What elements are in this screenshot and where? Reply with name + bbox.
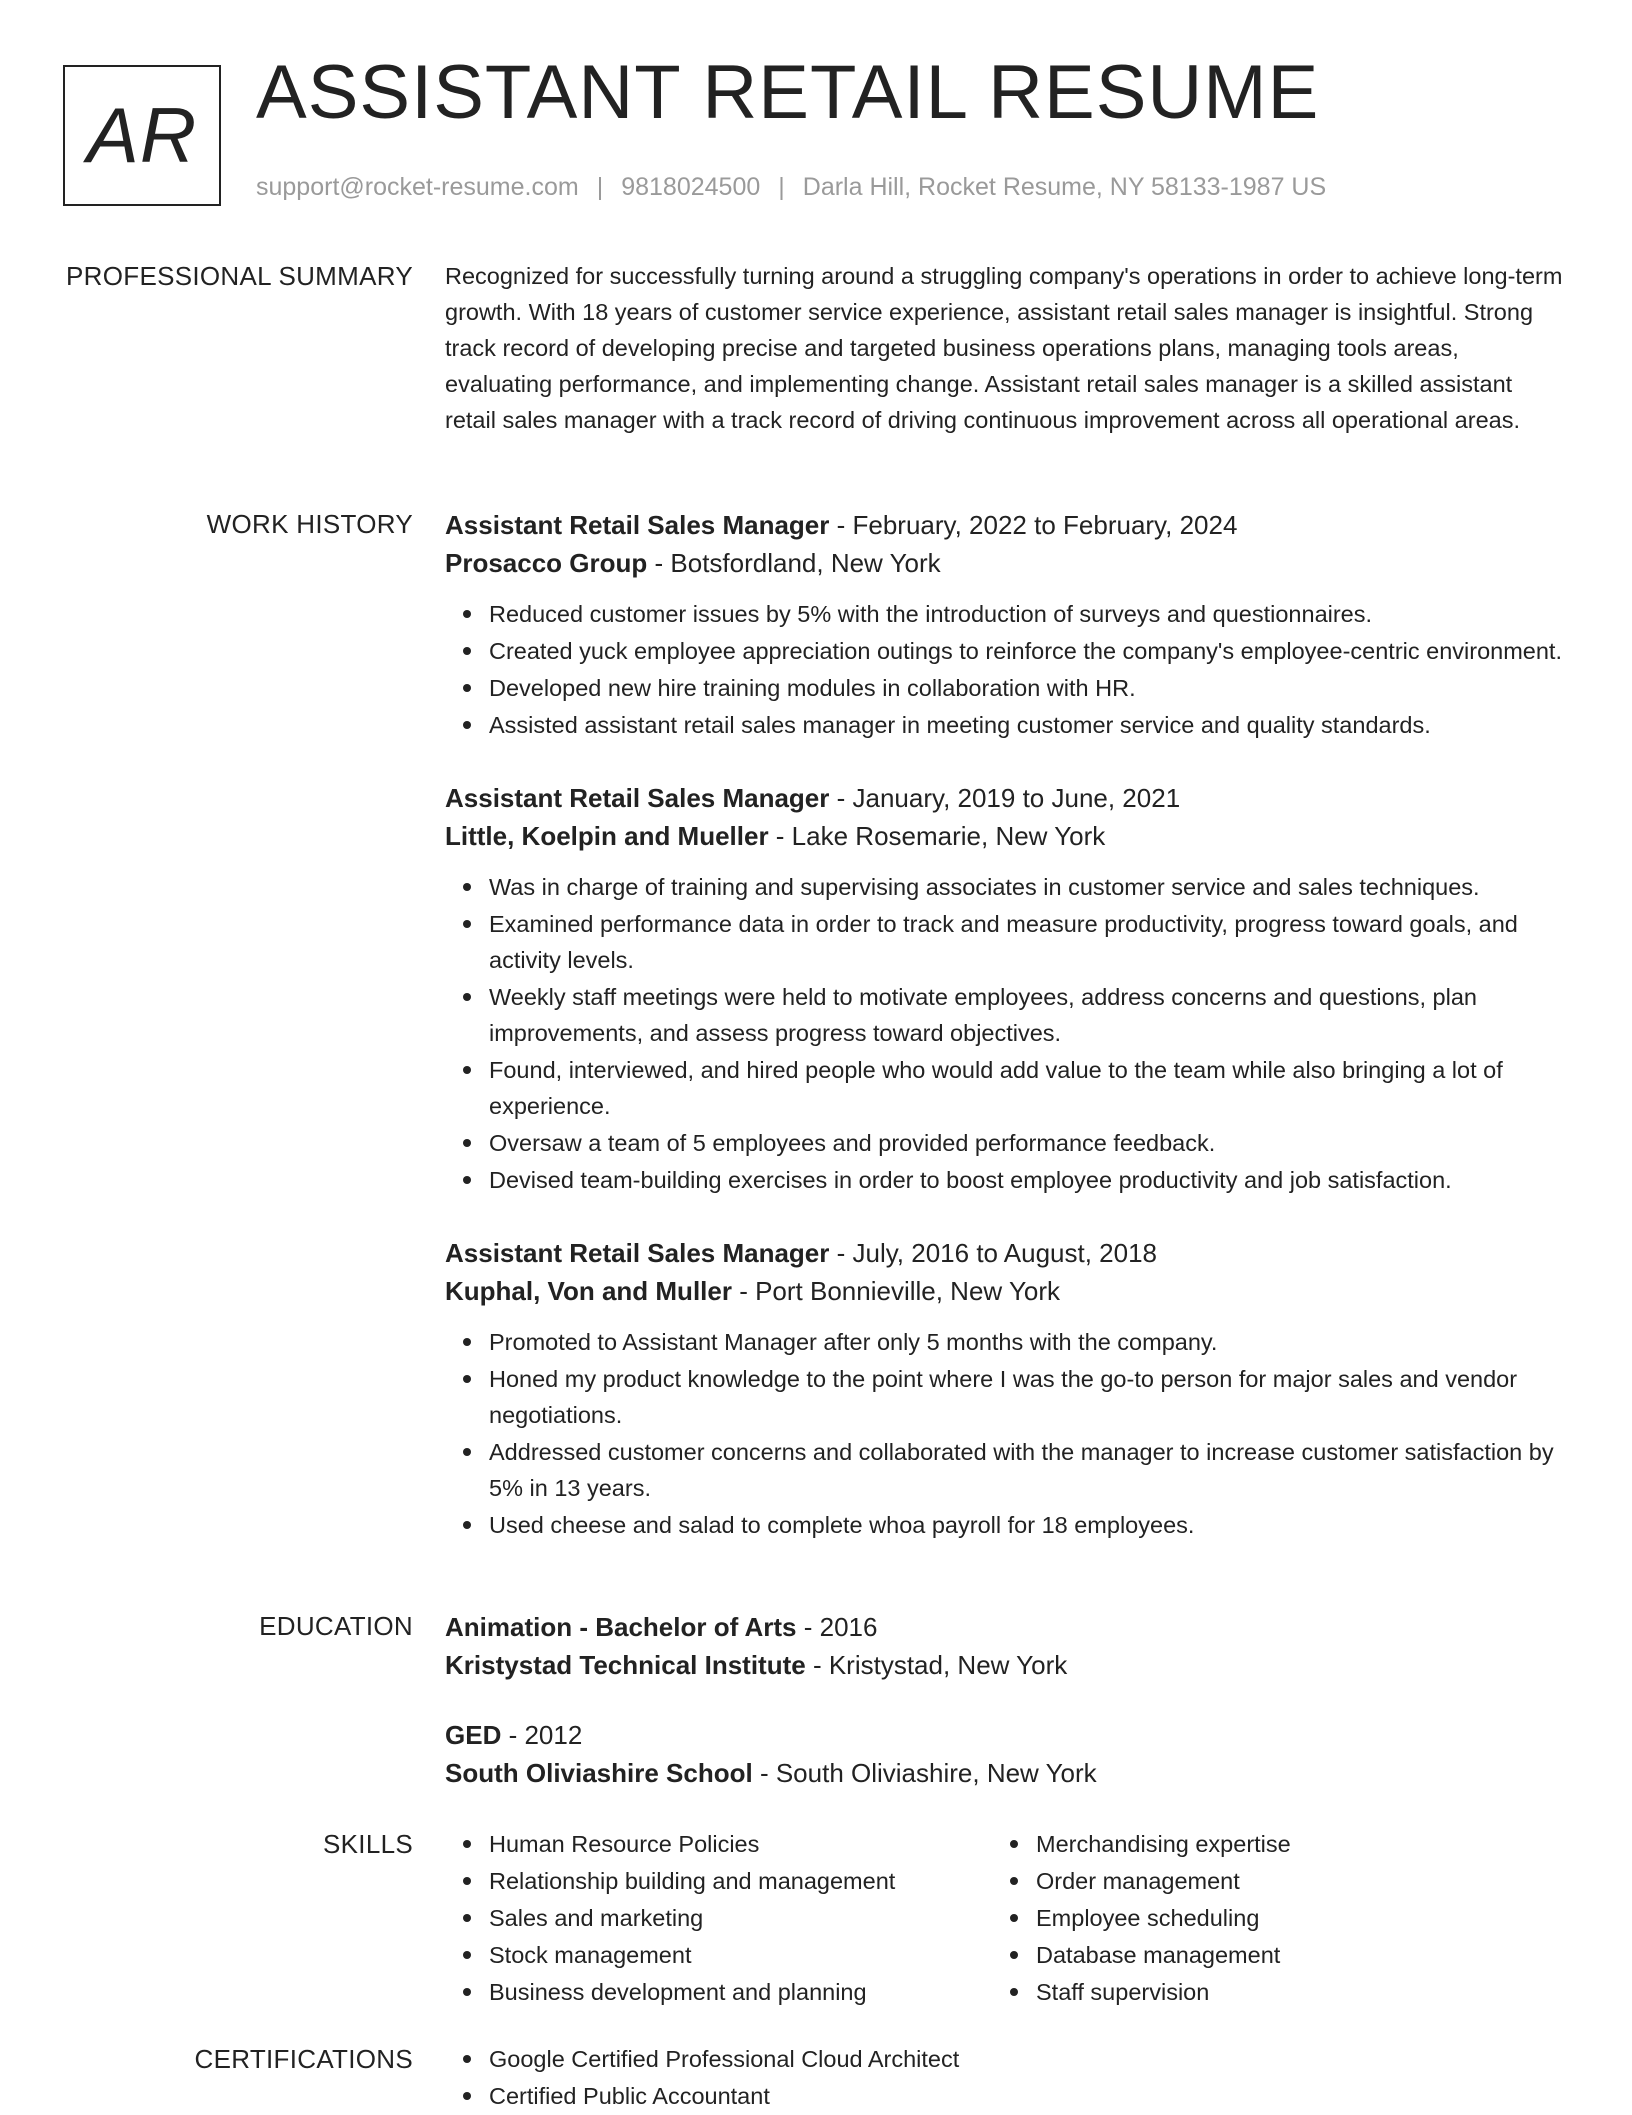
contact-email: support@rocket-resume.com — [256, 173, 579, 201]
job-entry — [445, 1234, 1565, 1543]
skill-item: Database management — [1036, 1937, 1539, 1973]
contact-phone: 9818024500 — [621, 173, 761, 201]
list-item: Used cheese and salad to complete whoa payroll for 18 employees. — [489, 1507, 1565, 1543]
job-company-line — [445, 817, 1565, 855]
skill-item: Stock management — [489, 1937, 992, 1973]
education-body — [445, 1608, 1565, 1824]
skills-grid — [445, 1826, 1565, 2011]
education-heading: EDUCATION — [259, 1611, 413, 1641]
list-item: Weekly staff meetings were held to motivate employees, address concerns and questions, plan improvements, and assess progress toward objectives. — [489, 979, 1565, 1051]
skills-heading: SKILLS — [323, 1829, 413, 1859]
skill-item: Human Resource Policies — [489, 1826, 992, 1862]
skills-list-left — [445, 1826, 992, 2011]
job-title: Assistant Retail Sales Manager — [445, 510, 830, 540]
education-location: - Kristystad, New York — [805, 1650, 1068, 1680]
contact-separator: | — [778, 173, 785, 201]
job-title-line — [445, 506, 1565, 544]
education-degree: Animation - Bachelor of Arts — [445, 1612, 797, 1642]
education-year: - 2012 — [501, 1720, 583, 1750]
job-company: Little, Koelpin and Mueller — [445, 821, 769, 851]
certification-item: Certified Public Accountant — [489, 2078, 1565, 2114]
list-item: Devised team-building exercises in order to boost employee productivity and job satisfaction. — [489, 1162, 1565, 1198]
skill-item: Business development and planning — [489, 1974, 992, 2010]
work-history-body — [445, 506, 1565, 1579]
job-company: Prosacco Group — [445, 548, 648, 578]
list-item: Found, interviewed, and hired people who would add value to the team while also bringing a lot of experience. — [489, 1052, 1565, 1124]
list-item: Was in charge of training and supervising associates in customer service and sales techniques. — [489, 869, 1565, 905]
skills-body — [445, 1826, 1565, 2011]
certification-item: Google Certified Professional Cloud Architect — [489, 2041, 1565, 2077]
job-title: Assistant Retail Sales Manager — [445, 783, 830, 813]
contact-separator: | — [596, 173, 604, 201]
summary-body — [445, 258, 1565, 438]
job-bullets — [445, 1324, 1565, 1543]
skill-item: Relationship building and management — [489, 1863, 992, 1899]
resume-title: ASSISTANT RETAIL RESUME — [256, 50, 1320, 135]
list-item: Developed new hire training modules in collaboration with HR. — [489, 670, 1565, 706]
job-bullets — [445, 869, 1565, 1198]
work-history-heading: WORK HISTORY — [206, 509, 413, 539]
skill-item: Sales and marketing — [489, 1900, 992, 1936]
job-company-line — [445, 544, 1565, 582]
certifications-heading: CERTIFICATIONS — [194, 2044, 413, 2074]
job-location: - Port Bonnieville, New York — [731, 1276, 1061, 1306]
contact-address: Darla Hill, Rocket Resume, NY 58133-1987 US — [802, 173, 1327, 201]
education-location: - South Oliviashire, New York — [752, 1758, 1097, 1788]
job-bullets — [445, 596, 1565, 743]
skills-list-right — [992, 1826, 1539, 2011]
skill-item: Employee scheduling — [1036, 1900, 1539, 1936]
job-entry — [445, 779, 1565, 1198]
education-school-line — [445, 1754, 1565, 1792]
list-item: Assisted assistant retail sales manager in meeting customer service and quality standards. — [489, 707, 1565, 743]
certifications-body — [445, 2041, 1565, 2115]
job-dates: - July, 2016 to August, 2018 — [829, 1238, 1158, 1268]
job-dates: - February, 2022 to February, 2024 — [829, 510, 1238, 540]
education-school-line — [445, 1646, 1565, 1684]
job-title-line — [445, 1234, 1565, 1272]
list-item: Promoted to Assistant Manager after only 5 months with the company. — [489, 1324, 1565, 1360]
summary-heading: PROFESSIONAL SUMMARY — [66, 261, 413, 291]
job-entry — [445, 506, 1565, 743]
skill-item: Staff supervision — [1036, 1974, 1539, 2010]
education-degree: GED — [445, 1720, 502, 1750]
list-item: Honed my product knowledge to the point where I was the go-to person for major sales and vendor negotiations. — [489, 1361, 1565, 1433]
education-school: South Oliviashire School — [445, 1758, 753, 1788]
certifications-list — [445, 2041, 1565, 2114]
education-year: - 2016 — [796, 1612, 878, 1642]
education-entry — [445, 1716, 1565, 1792]
monogram-logo: AR — [63, 65, 221, 206]
education-entry — [445, 1608, 1565, 1684]
education-school: Kristystad Technical Institute — [445, 1650, 806, 1680]
list-item: Oversaw a team of 5 employees and provided performance feedback. — [489, 1125, 1565, 1161]
job-dates: - January, 2019 to June, 2021 — [829, 783, 1181, 813]
summary-text: Recognized for successfully turning around a struggling company's operations in order to achieve long-term growth. With 18 years of customer service experience, assistant retail sales manager is insightful. Strong track record of developing precise and targeted business operations plans, managing tools areas, evaluating performance, and implementing change. Assistant retail sales manager is a skilled assistant retail sales manager with a track record of driving continuous improvement across all operational areas. — [445, 263, 1563, 433]
contact-line — [256, 173, 1326, 202]
education-degree-line — [445, 1716, 1565, 1754]
list-item: Addressed customer concerns and collaborated with the manager to increase customer satisfaction by 5% in 13 years. — [489, 1434, 1565, 1506]
job-company: Kuphal, Von and Muller — [445, 1276, 732, 1306]
education-degree-line — [445, 1608, 1565, 1646]
job-company-line — [445, 1272, 1565, 1310]
skill-item: Merchandising expertise — [1036, 1826, 1539, 1862]
job-location: - Botsfordland, New York — [647, 548, 941, 578]
job-title: Assistant Retail Sales Manager — [445, 1238, 830, 1268]
list-item: Created yuck employee appreciation outings to reinforce the company's employee-centric environment. — [489, 633, 1565, 669]
list-item: Reduced customer issues by 5% with the introduction of surveys and questionnaires. — [489, 596, 1565, 632]
list-item: Examined performance data in order to track and measure productivity, progress toward goals, and activity levels. — [489, 906, 1565, 978]
job-location: - Lake Rosemarie, New York — [768, 821, 1106, 851]
skill-item: Order management — [1036, 1863, 1539, 1899]
job-title-line — [445, 779, 1565, 817]
